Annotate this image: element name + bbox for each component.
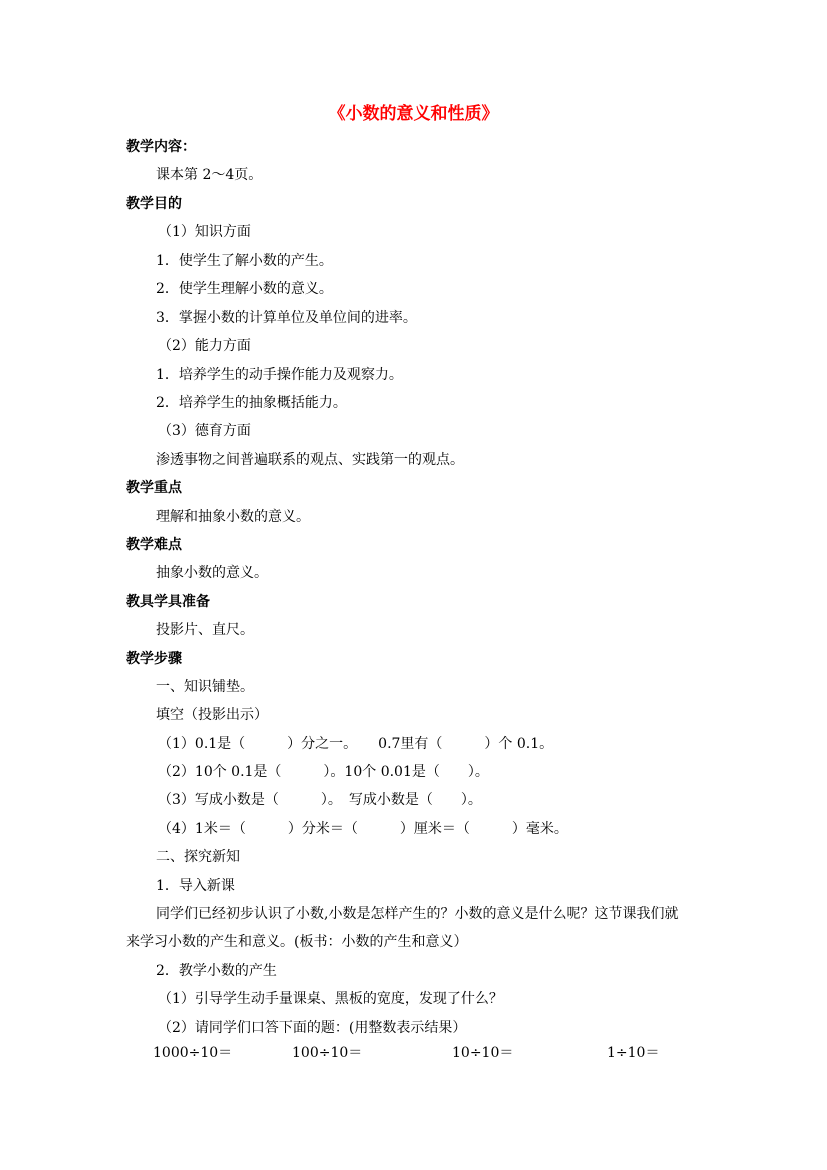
content-text: 课本第 2～4页。 (156, 167, 263, 183)
goal-heading: 教学目的 (126, 196, 182, 212)
step2-title: 二、探究新知 (156, 849, 240, 865)
sub1-title: 1．导入新课 (156, 878, 235, 894)
question-1: （1）引导学生动手量课桌、黑板的宽度，发现了什么？ (158, 991, 503, 1007)
intro-paragraph: 同学们已经初步认识了小数,小数是怎样产生的？小数的意义是什么呢？这节课我们就来学习小数的产生和意义。(板书：小数的产生和意义） (126, 906, 679, 950)
fill-item-4: （4）1米＝（ ）分米＝（ ）厘米＝（ ）毫米。 (158, 821, 568, 837)
ability-item-1: 1．培养学生的动手操作能力及观察力。 (156, 367, 403, 383)
calc-item: 1÷10＝ (607, 1045, 660, 1061)
content-heading: 教学内容： (126, 139, 196, 155)
calc-item: 1000÷10＝ (153, 1045, 233, 1061)
question-2: （2）请同学们口答下面的题：(用整数表示结果） (158, 1020, 467, 1036)
tools-text: 投影片、直尺。 (156, 622, 254, 638)
knowledge-item-2: 2．使学生理解小数的意义。 (156, 281, 333, 297)
step1-title: 一、知识铺垫。 (156, 679, 254, 695)
fill-item-3: （3）写成小数是（ ）。 写成小数是（ ）。 (158, 792, 482, 808)
sub2-title: 2．教学小数的产生 (156, 963, 277, 979)
moral-text: 渗透事物之间普遍联系的观点、实践第一的观点。 (156, 452, 464, 468)
calc-item: 100÷10＝ (292, 1045, 363, 1061)
key-text: 理解和抽象小数的意义。 (156, 509, 310, 525)
fill-item-1: （1）0.1是（ ）分之一。 0.7里有（ ）个 0.1。 (158, 736, 554, 752)
difficulty-text: 抽象小数的意义。 (156, 565, 268, 581)
ability-label: （2）能力方面 (158, 338, 251, 354)
key-heading: 教学重点 (126, 480, 182, 496)
tools-heading: 教具学具准备 (126, 594, 210, 610)
document-title: 《小数的意义和性质》 (328, 104, 499, 124)
steps-heading: 教学步骤 (126, 651, 182, 667)
calculation-row (0, 1044, 827, 1064)
ability-item-2: 2．培养学生的抽象概括能力。 (156, 395, 347, 411)
moral-label: （3）德育方面 (158, 423, 251, 439)
fill-title: 填空（投影出示） (156, 707, 268, 723)
calc-item: 10÷10＝ (452, 1045, 514, 1061)
knowledge-label: （1）知识方面 (158, 224, 251, 240)
difficulty-heading: 教学难点 (126, 537, 182, 553)
knowledge-item-3: 3．掌握小数的计算单位及单位间的进率。 (156, 310, 417, 326)
fill-item-2: （2）10个 0.1是（ ）。10个 0.01是（ ）。 (158, 764, 489, 780)
knowledge-item-1: 1．使学生了解小数的产生。 (156, 253, 333, 269)
